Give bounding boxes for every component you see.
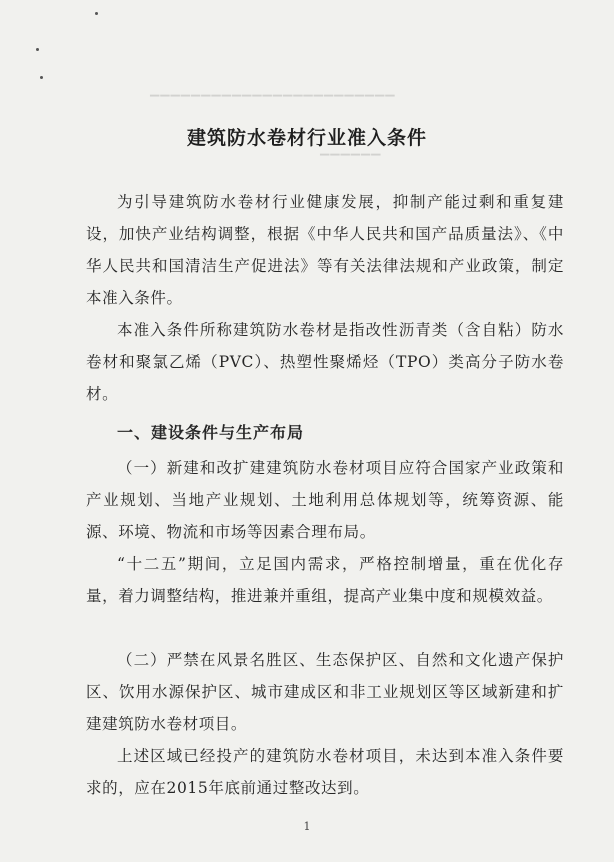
- section-paragraph: “十二五”期间，立足国内需求，严格控制增量，重在优化存量，着力调整结构，推进兼并重组，提高产业集中度和规模效益。: [86, 555, 564, 605]
- scan-speck: [36, 48, 39, 51]
- intro-paragraph: 为引导建筑防水卷材行业健康发展，抑制产能过剩和重复建设，加快产业结构调整，根据《中华人民共和国产品质量法》、《中华人民共和国清洁生产促进法》等有关法律法规和产业政策，制定本准入条件。: [86, 193, 564, 307]
- section-paragraph: （二）严禁在风景名胜区、生态保护区、自然和文化遗产保护区、饮用水源保护区、城市建成区和非工业规划区等区域新建和扩建建筑防水卷材项目。: [86, 651, 564, 733]
- scan-speck: [95, 12, 98, 15]
- definition-paragraph: 本准入条件所称建筑防水卷材是指改性沥青类（含自粘）防水卷材和聚氯乙烯（PVC）、热塑性聚烯烃（TPO）类高分子防水卷材。: [86, 321, 564, 403]
- bleed-through-text: ▔▔▔▔▔▔: [320, 154, 382, 168]
- document-title: 建筑防水卷材行业准入条件: [186, 127, 427, 149]
- section-heading: 一、建设条件与生产布局: [117, 423, 305, 442]
- scan-speck: [40, 76, 43, 79]
- section-paragraph: 上述区域已经投产的建筑防水卷材项目，未达到本准入条件要求的，应在2015年底前通过整改达到。: [86, 747, 564, 797]
- bleed-through-text: ▔▔▔▔▔▔▔▔▔▔▔▔▔▔▔▔▔▔▔▔▔▔▔▔: [150, 95, 396, 109]
- page-number: 1: [303, 820, 311, 833]
- section-paragraph: （一）新建和改扩建建筑防水卷材项目应符合国家产业政策和产业规划、当地产业规划、土地利用总体规划等，统筹资源、能源、环境、物流和市场等因素合理布局。: [86, 459, 564, 541]
